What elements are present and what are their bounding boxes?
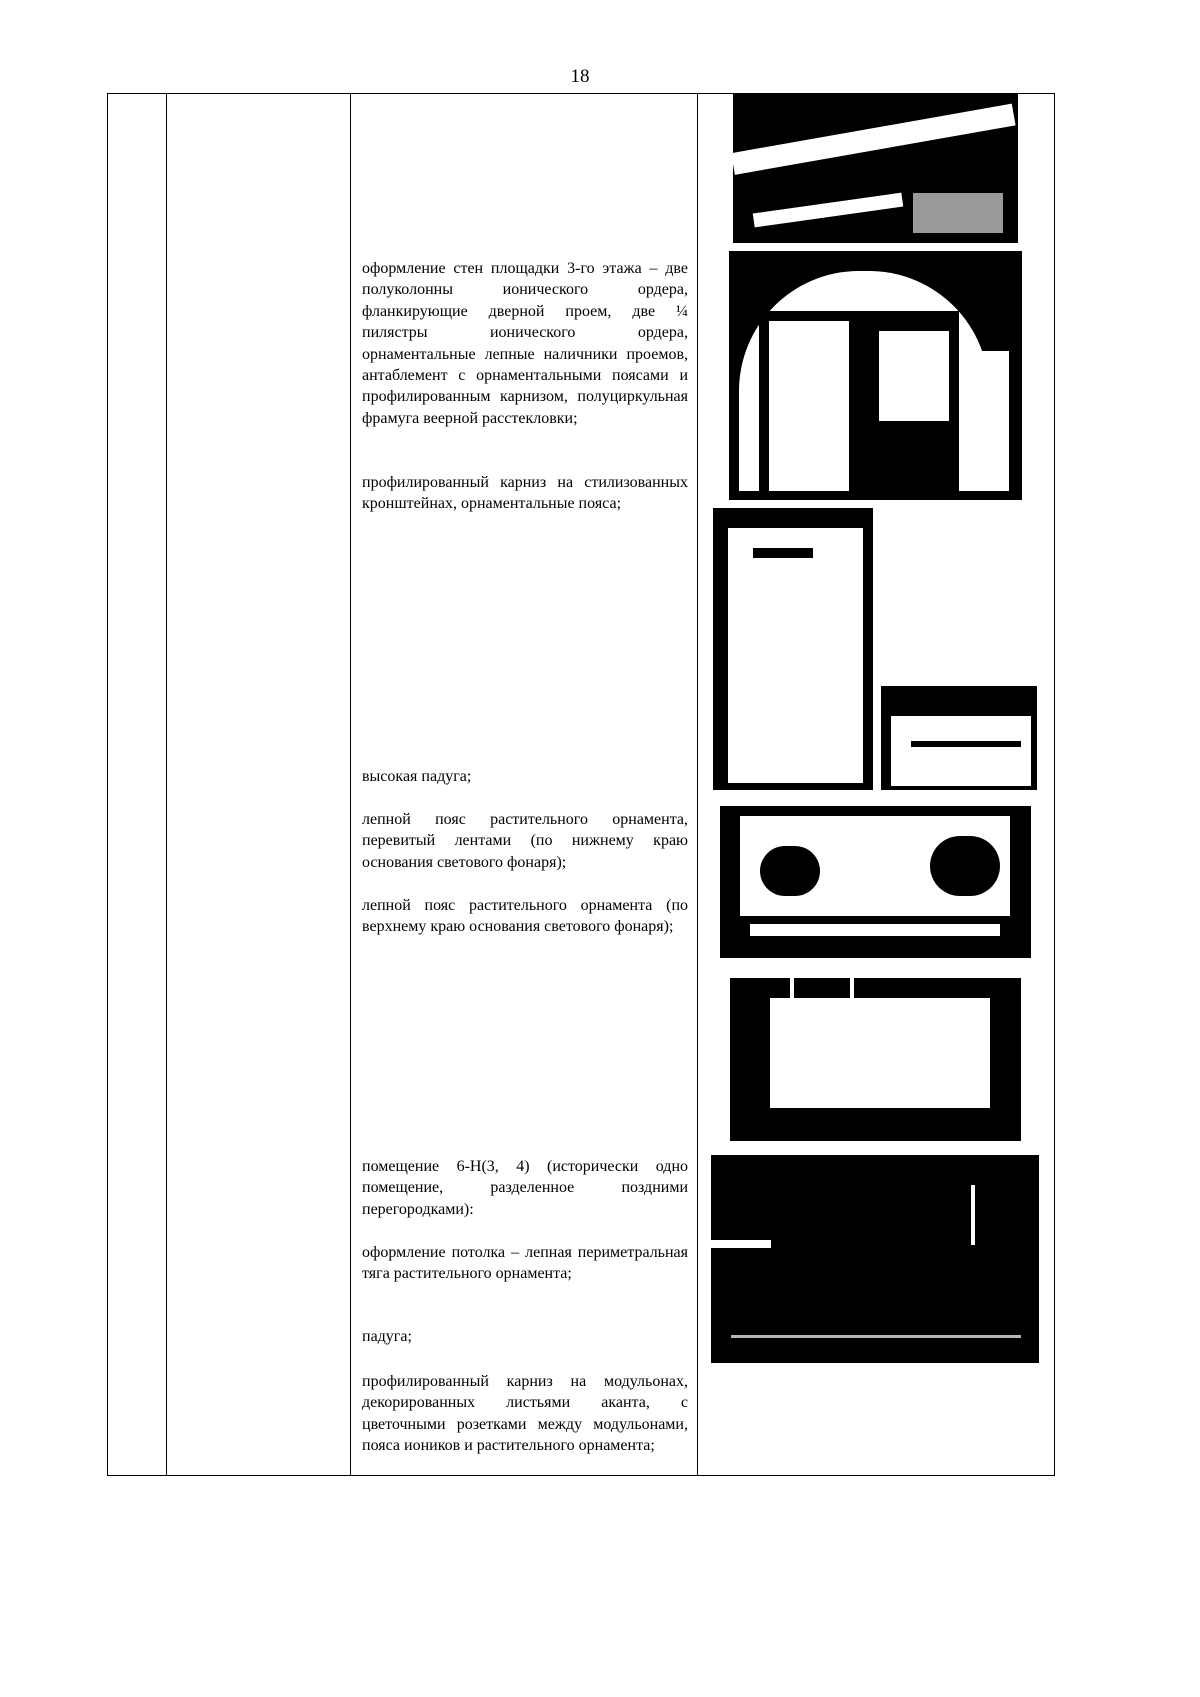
photo-stair-landing	[729, 251, 1022, 500]
photo-ornament-belt	[720, 806, 1031, 958]
photo-cornice	[733, 93, 1018, 243]
description-paragraph: лепной пояс растительного орнамента, перевитый лентами (по нижнему краю основания светового фонаря);	[362, 811, 688, 871]
description-paragraph: оформление стен площадки 3-го этажа – две полуколонны ионического ордера, фланкирующие дверной проем, две ¼ пилястры ионического ордера, орнаментальные лепные наличники проемов, антаблемент с орнаментальными поясами и профилированным карнизом, полуциркульная фрамуга веерной расстекловки;	[362, 260, 688, 427]
column-divider	[697, 94, 698, 1475]
column-divider	[166, 94, 167, 1475]
column-divider	[350, 94, 351, 1475]
page-number: 18	[570, 66, 590, 87]
description-paragraph: профилированный карниз на стилизованных кронштейнах, орнаментальные пояса;	[362, 474, 688, 513]
description-paragraph: лепной пояс растительного орнамента (по верхнему краю основания светового фонаря);	[362, 897, 688, 936]
photo-cornice-detail	[881, 686, 1037, 790]
description-paragraph: оформление потолка – лепная периметральная тяга растительного орнамента;	[362, 1244, 688, 1283]
photo-wall	[713, 508, 873, 790]
description-paragraph: падуга;	[362, 1328, 412, 1345]
photo-skylight-base	[730, 978, 1021, 1141]
description-paragraph: помещение 6-Н(3, 4) (исторически одно помещение, разделенное поздними перегородками):	[362, 1158, 688, 1218]
photo-ceiling	[711, 1155, 1039, 1363]
description-paragraph: профилированный карниз на модульонах, декорированных листьями аканта, с цветочными розетками между модульонами, пояса иоников и растительного орнамента;	[362, 1373, 688, 1455]
description-paragraph: высокая падуга;	[362, 768, 472, 785]
